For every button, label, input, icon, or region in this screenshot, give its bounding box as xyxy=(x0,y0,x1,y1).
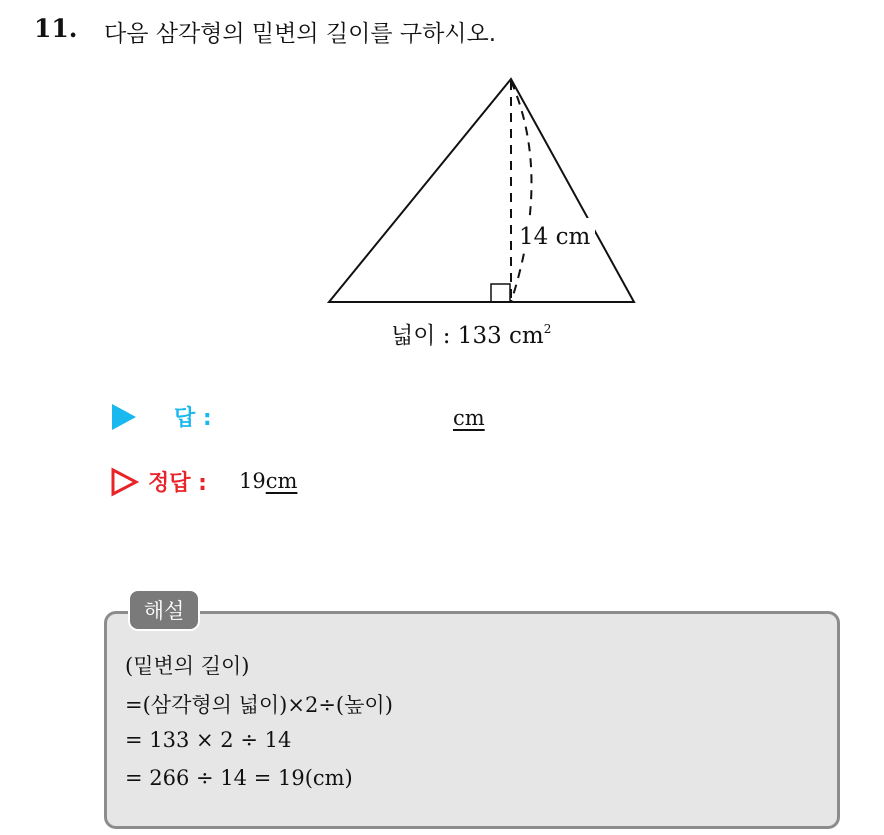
triangle-figure xyxy=(0,0,884,380)
area-superscript: 2 xyxy=(543,322,552,336)
triangle-shape xyxy=(329,79,634,302)
solution-tab: 해설 xyxy=(128,589,200,631)
answer-label: 답 : xyxy=(174,406,212,431)
correct-answer xyxy=(239,469,297,493)
correct-row xyxy=(110,466,207,497)
outline-triangle-icon xyxy=(110,467,140,497)
answer-row xyxy=(110,401,212,432)
solution-line: = 266 ÷ 14 = 19(cm) xyxy=(125,766,353,790)
height-arc xyxy=(511,81,532,302)
question-text: 다음 삼각형의 밑변의 길이를 구하시오. xyxy=(104,21,497,47)
height-label: 14 cm xyxy=(519,224,591,250)
solution-box xyxy=(104,611,840,829)
correct-value: 19 xyxy=(239,469,266,493)
correct-unit: cm xyxy=(265,469,298,493)
correct-label: 정답 : xyxy=(148,471,207,496)
solution-line: =(삼각형의 넓이)×2÷(높이) xyxy=(125,693,393,717)
play-triangle-icon xyxy=(110,402,140,432)
question-number: 11. xyxy=(34,14,78,43)
answer-unit: cm xyxy=(453,406,485,430)
solution-line: = 133 × 2 ÷ 14 xyxy=(125,728,292,752)
solution-line: (밑변의 길이) xyxy=(125,654,250,678)
right-angle-mark xyxy=(491,284,510,302)
area-label: 넓이 : 133 $cm^2$ xyxy=(391,322,552,349)
